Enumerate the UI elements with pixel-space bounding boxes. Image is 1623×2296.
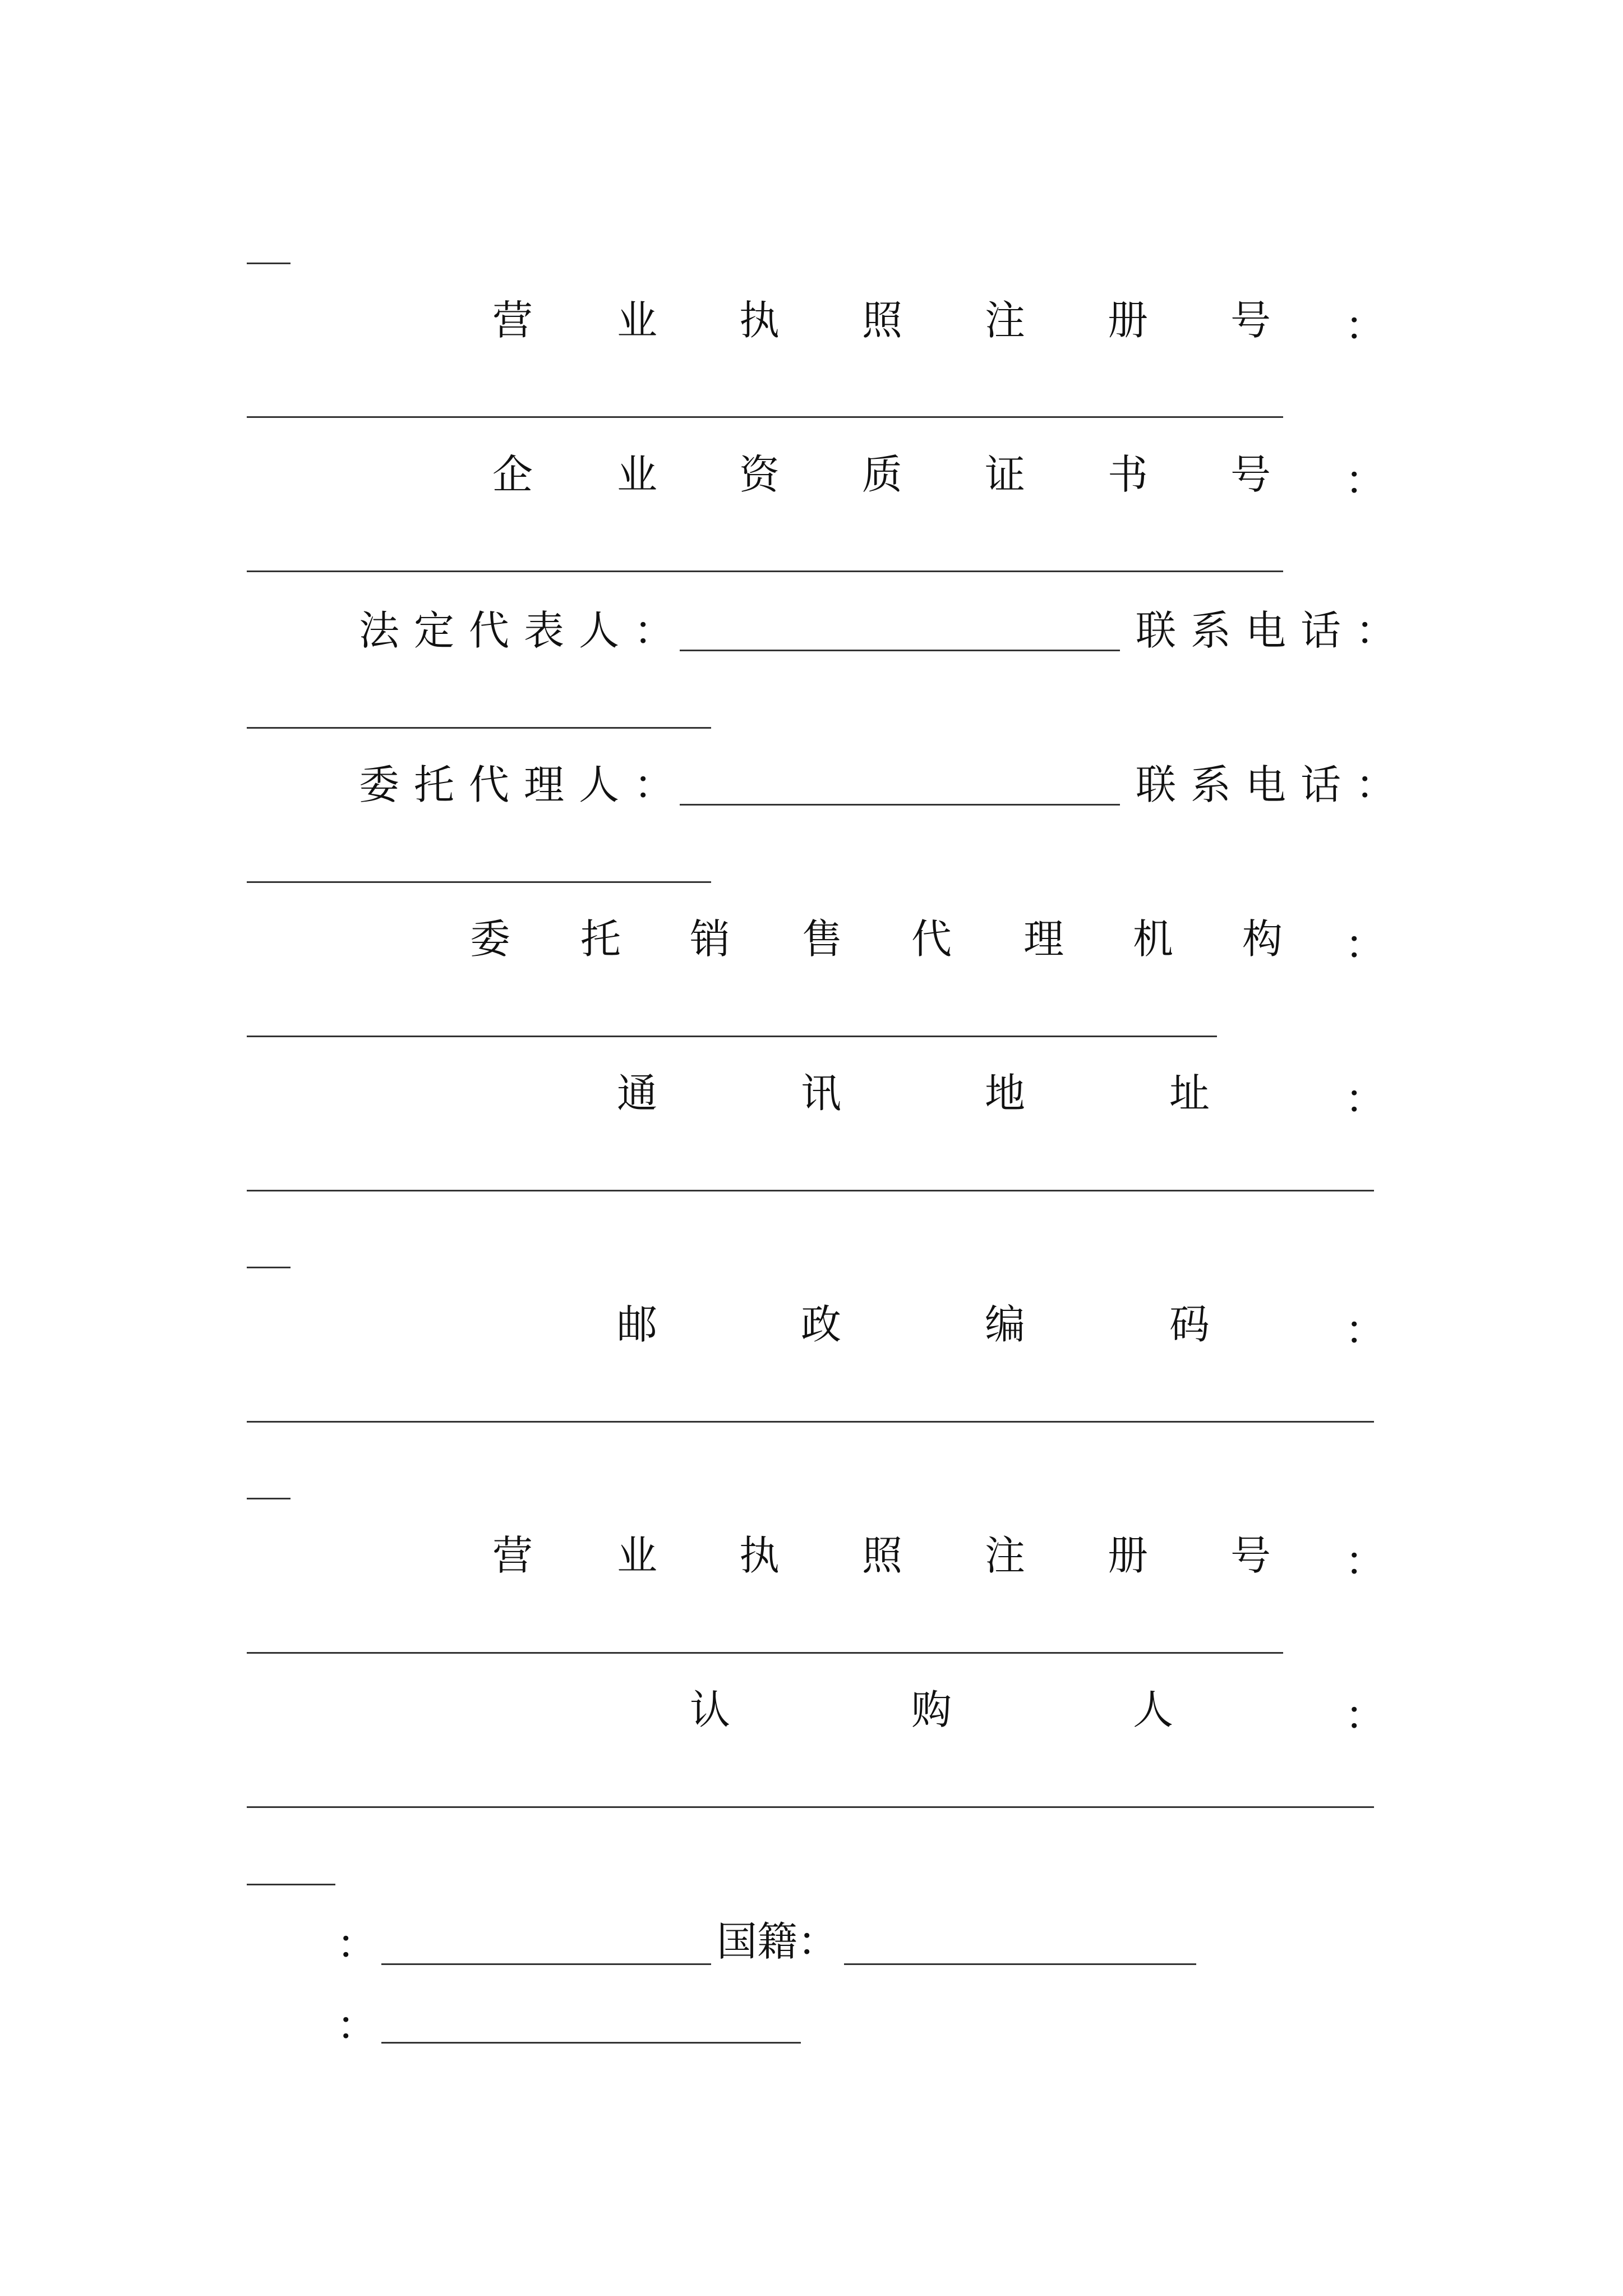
business-license-field[interactable] xyxy=(247,416,1283,418)
label-char: 照 xyxy=(862,1532,903,1579)
legal-representative-label: 法定代表人： xyxy=(359,607,689,654)
label-char: 注 xyxy=(985,1532,1026,1579)
label-char: 构 xyxy=(1242,915,1283,963)
row-colon: ： xyxy=(336,1921,377,1968)
label-colon: ： xyxy=(1345,457,1386,504)
label-char: 认 xyxy=(690,1686,731,1733)
label-char: 销 xyxy=(690,915,731,963)
legal-rep-phone-label: 联系电话： xyxy=(1136,607,1411,654)
label-char: 号 xyxy=(1230,297,1271,344)
agent-field[interactable] xyxy=(680,804,1120,806)
business-license-field-2[interactable] xyxy=(247,1652,1283,1654)
label-char: 企 xyxy=(492,451,533,498)
label-char: 业 xyxy=(617,451,658,498)
label-char: 营 xyxy=(492,1532,533,1579)
label-char: 码 xyxy=(1169,1301,1210,1348)
label-char: 购 xyxy=(911,1686,952,1733)
row-colon: ： xyxy=(336,2002,377,2049)
label-colon: ： xyxy=(1345,302,1386,349)
nationality-label: 国籍： xyxy=(717,1918,838,1965)
label-char: 讯 xyxy=(801,1070,842,1117)
label-colon: ： xyxy=(1345,1692,1386,1739)
label-char: 证 xyxy=(985,451,1026,498)
label-char: 编 xyxy=(985,1301,1026,1348)
label-char: 委 xyxy=(470,915,511,963)
address-field[interactable] xyxy=(247,1190,1374,1191)
label-colon: ： xyxy=(1345,921,1386,968)
label-char: 理 xyxy=(1023,915,1064,963)
label-char: 售 xyxy=(802,915,843,963)
buyer-field[interactable] xyxy=(247,1806,1374,1808)
label-colon: ： xyxy=(1345,1538,1386,1585)
label-char: 照 xyxy=(862,297,903,344)
label-char: 执 xyxy=(739,1532,780,1579)
postcode-field[interactable] xyxy=(247,1421,1374,1423)
label-char: 号 xyxy=(1230,451,1271,498)
label-char: 书 xyxy=(1108,451,1149,498)
label-char: 政 xyxy=(801,1301,842,1348)
label-char: 址 xyxy=(1169,1070,1210,1117)
label-char: 业 xyxy=(617,1532,658,1579)
qualification-cert-field[interactable] xyxy=(247,570,1283,572)
label-char: 册 xyxy=(1108,297,1149,344)
label-char: 册 xyxy=(1108,1532,1149,1579)
agent-phone-label: 联系电话： xyxy=(1136,761,1411,808)
label-char: 人 xyxy=(1133,1686,1174,1733)
label-char: 邮 xyxy=(617,1301,658,1348)
underline-short xyxy=(247,263,291,264)
label-char: 业 xyxy=(617,297,658,344)
legal-representative-field[interactable] xyxy=(680,650,1120,651)
label-char: 营 xyxy=(492,297,533,344)
label-char: 执 xyxy=(739,297,780,344)
address-field-continued[interactable] xyxy=(247,1267,291,1268)
label-char: 通 xyxy=(617,1070,658,1117)
label-char: 机 xyxy=(1133,915,1174,963)
legal-rep-phone-field[interactable] xyxy=(247,727,711,729)
buyer-field-continued[interactable] xyxy=(247,1884,335,1885)
label-char: 代 xyxy=(911,915,952,963)
label-char: 资 xyxy=(739,451,780,498)
agent-label: 委托代理人： xyxy=(359,761,689,808)
last-field[interactable] xyxy=(381,2042,801,2044)
label-colon: ： xyxy=(1345,1306,1386,1354)
postcode-field-continued[interactable] xyxy=(247,1498,291,1499)
label-char: 质 xyxy=(862,451,903,498)
label-char: 号 xyxy=(1230,1532,1271,1579)
label-colon: ： xyxy=(1345,1075,1386,1122)
sales-agency-field[interactable] xyxy=(247,1036,1217,1037)
label-char: 地 xyxy=(985,1070,1026,1117)
label-char: 托 xyxy=(580,915,621,963)
nationality-field[interactable] xyxy=(844,1963,1196,1965)
agent-phone-field[interactable] xyxy=(247,881,711,883)
label-char: 注 xyxy=(985,297,1026,344)
name-field[interactable] xyxy=(381,1963,711,1965)
